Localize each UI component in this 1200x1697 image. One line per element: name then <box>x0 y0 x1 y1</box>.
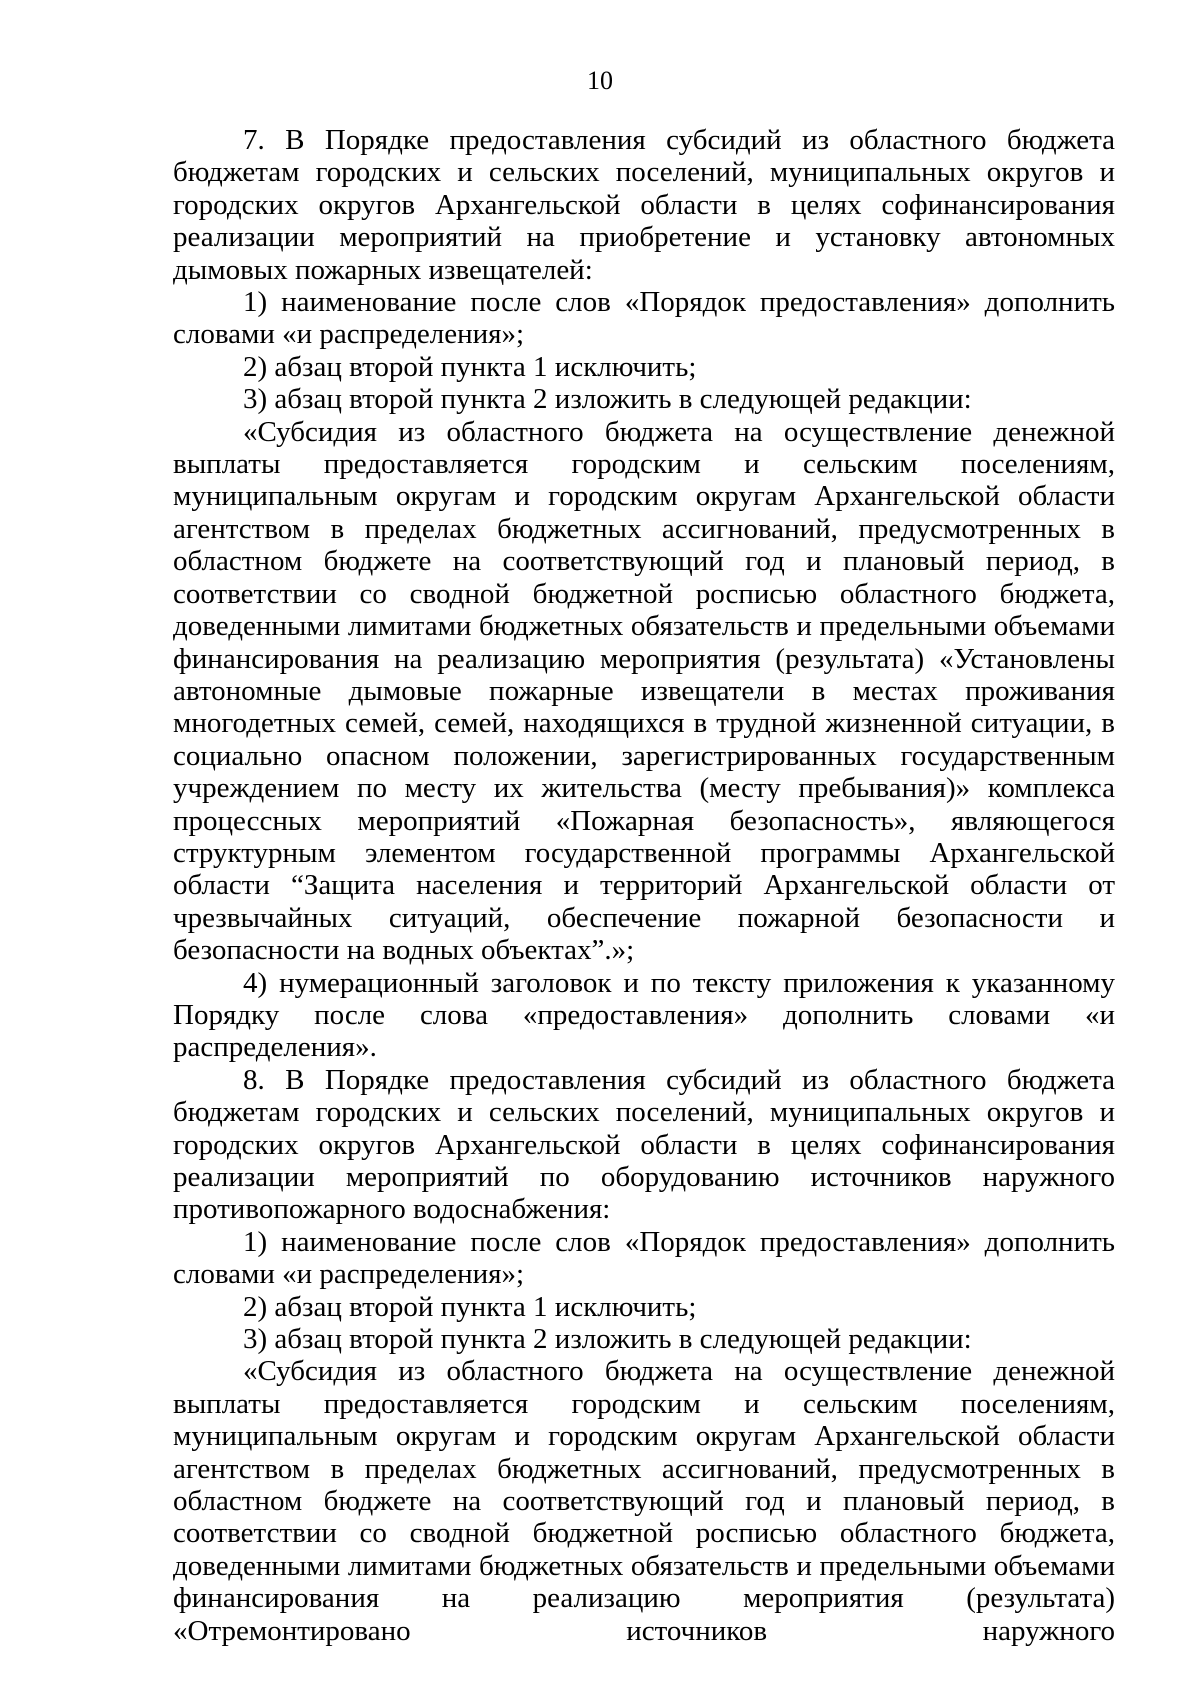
page-number: 10 <box>587 66 613 95</box>
paragraph-item-7-sub-3: 3) абзац второй пункта 2 изложить в следующей редакции: <box>243 383 972 416</box>
paragraph-item-7-sub-2: 2) абзац второй пункта 1 исключить; <box>243 350 697 383</box>
paragraph-item-7-sub-4: 4) нумерационный заголовок и по тексту приложения к указанному Порядку после слова «предоставления» дополнить словами «и распределения». <box>173 966 1115 1064</box>
paragraph-item-8-sub-2: 2) абзац второй пункта 1 исключить; <box>243 1290 697 1323</box>
paragraph-item-8-sub-1: 1) наименование после слов «Порядок предоставления» дополнить словами «и распределения»; <box>173 1225 1115 1291</box>
paragraph-item-7-quoted-text: «Субсидия из областного бюджета на осуществление денежной выплаты предоставляется городским и сельским поселениям, муниципальным округам и городским округам Архангельской области агентством в пределах бюджетных ассигнований, предусмотренных в областном бюджете на соответствующий год и плановый период, в соответствии со сводной бюджетной росписью областного бюджета, доведенными лимитами бюджетных обязательств и предельными объемами финансирования на реализацию мероприятия (результата) «Установлены автономные дымовые пожарные извещатели в местах проживания многодетных семей, семей, находящихся в трудной жизненной ситуации, в социально опасном положении, зарегистрированных государственным учреждением по месту их жительства (месту пребывания)» комплекса процессных мероприятий «Пожарная безопасность», являющегося структурным элементом государственной программы Архангельской области “Защита населения и территорий Архангельской области от чрезвычайных ситуаций, обеспечение пожарной безопасности и безопасности на водных объектах”.»; <box>173 415 1115 967</box>
document-body <box>173 124 1115 1647</box>
paragraph-item-8-sub-3: 3) абзац второй пункта 2 изложить в следующей редакции: <box>243 1323 972 1356</box>
paragraph-item-7-sub-1: 1) наименование после слов «Порядок предоставления» дополнить словами «и распределения»; <box>173 286 1115 351</box>
paragraph-item-8-quoted-text: «Субсидия из областного бюджета на осуществление денежной выплаты предоставляется городским и сельским поселениям, муниципальным округам и городским округам Архангельской области агентством в пределах бюджетных ассигнований, предусмотренных в областном бюджете на соответствующий год и плановый период, в соответствии со сводной бюджетной росписью областного бюджета, доведенными лимитами бюджетных обязательств и предельными объемами финансирования на реализацию мероприятия (результата) «Отремонтировано источников наружного <box>173 1355 1115 1647</box>
paragraph-item-7: 7. В Порядке предоставления субсидий из областного бюджета бюджетам городских и сельских поселений, муниципальных округов и городских округов Архангельской области в целях софинансирования реализации мероприятий на приобретение и установку автономных дымовых пожарных извещателей: <box>173 124 1115 286</box>
paragraph-item-8: 8. В Порядке предоставления субсидий из областного бюджета бюджетам городских и сельских поселений, муниципальных округов и городских округов Архангельской области в целях софинансирования реализации мероприятий по оборудованию источников наружного противопожарного водоснабжения: <box>173 1063 1115 1226</box>
